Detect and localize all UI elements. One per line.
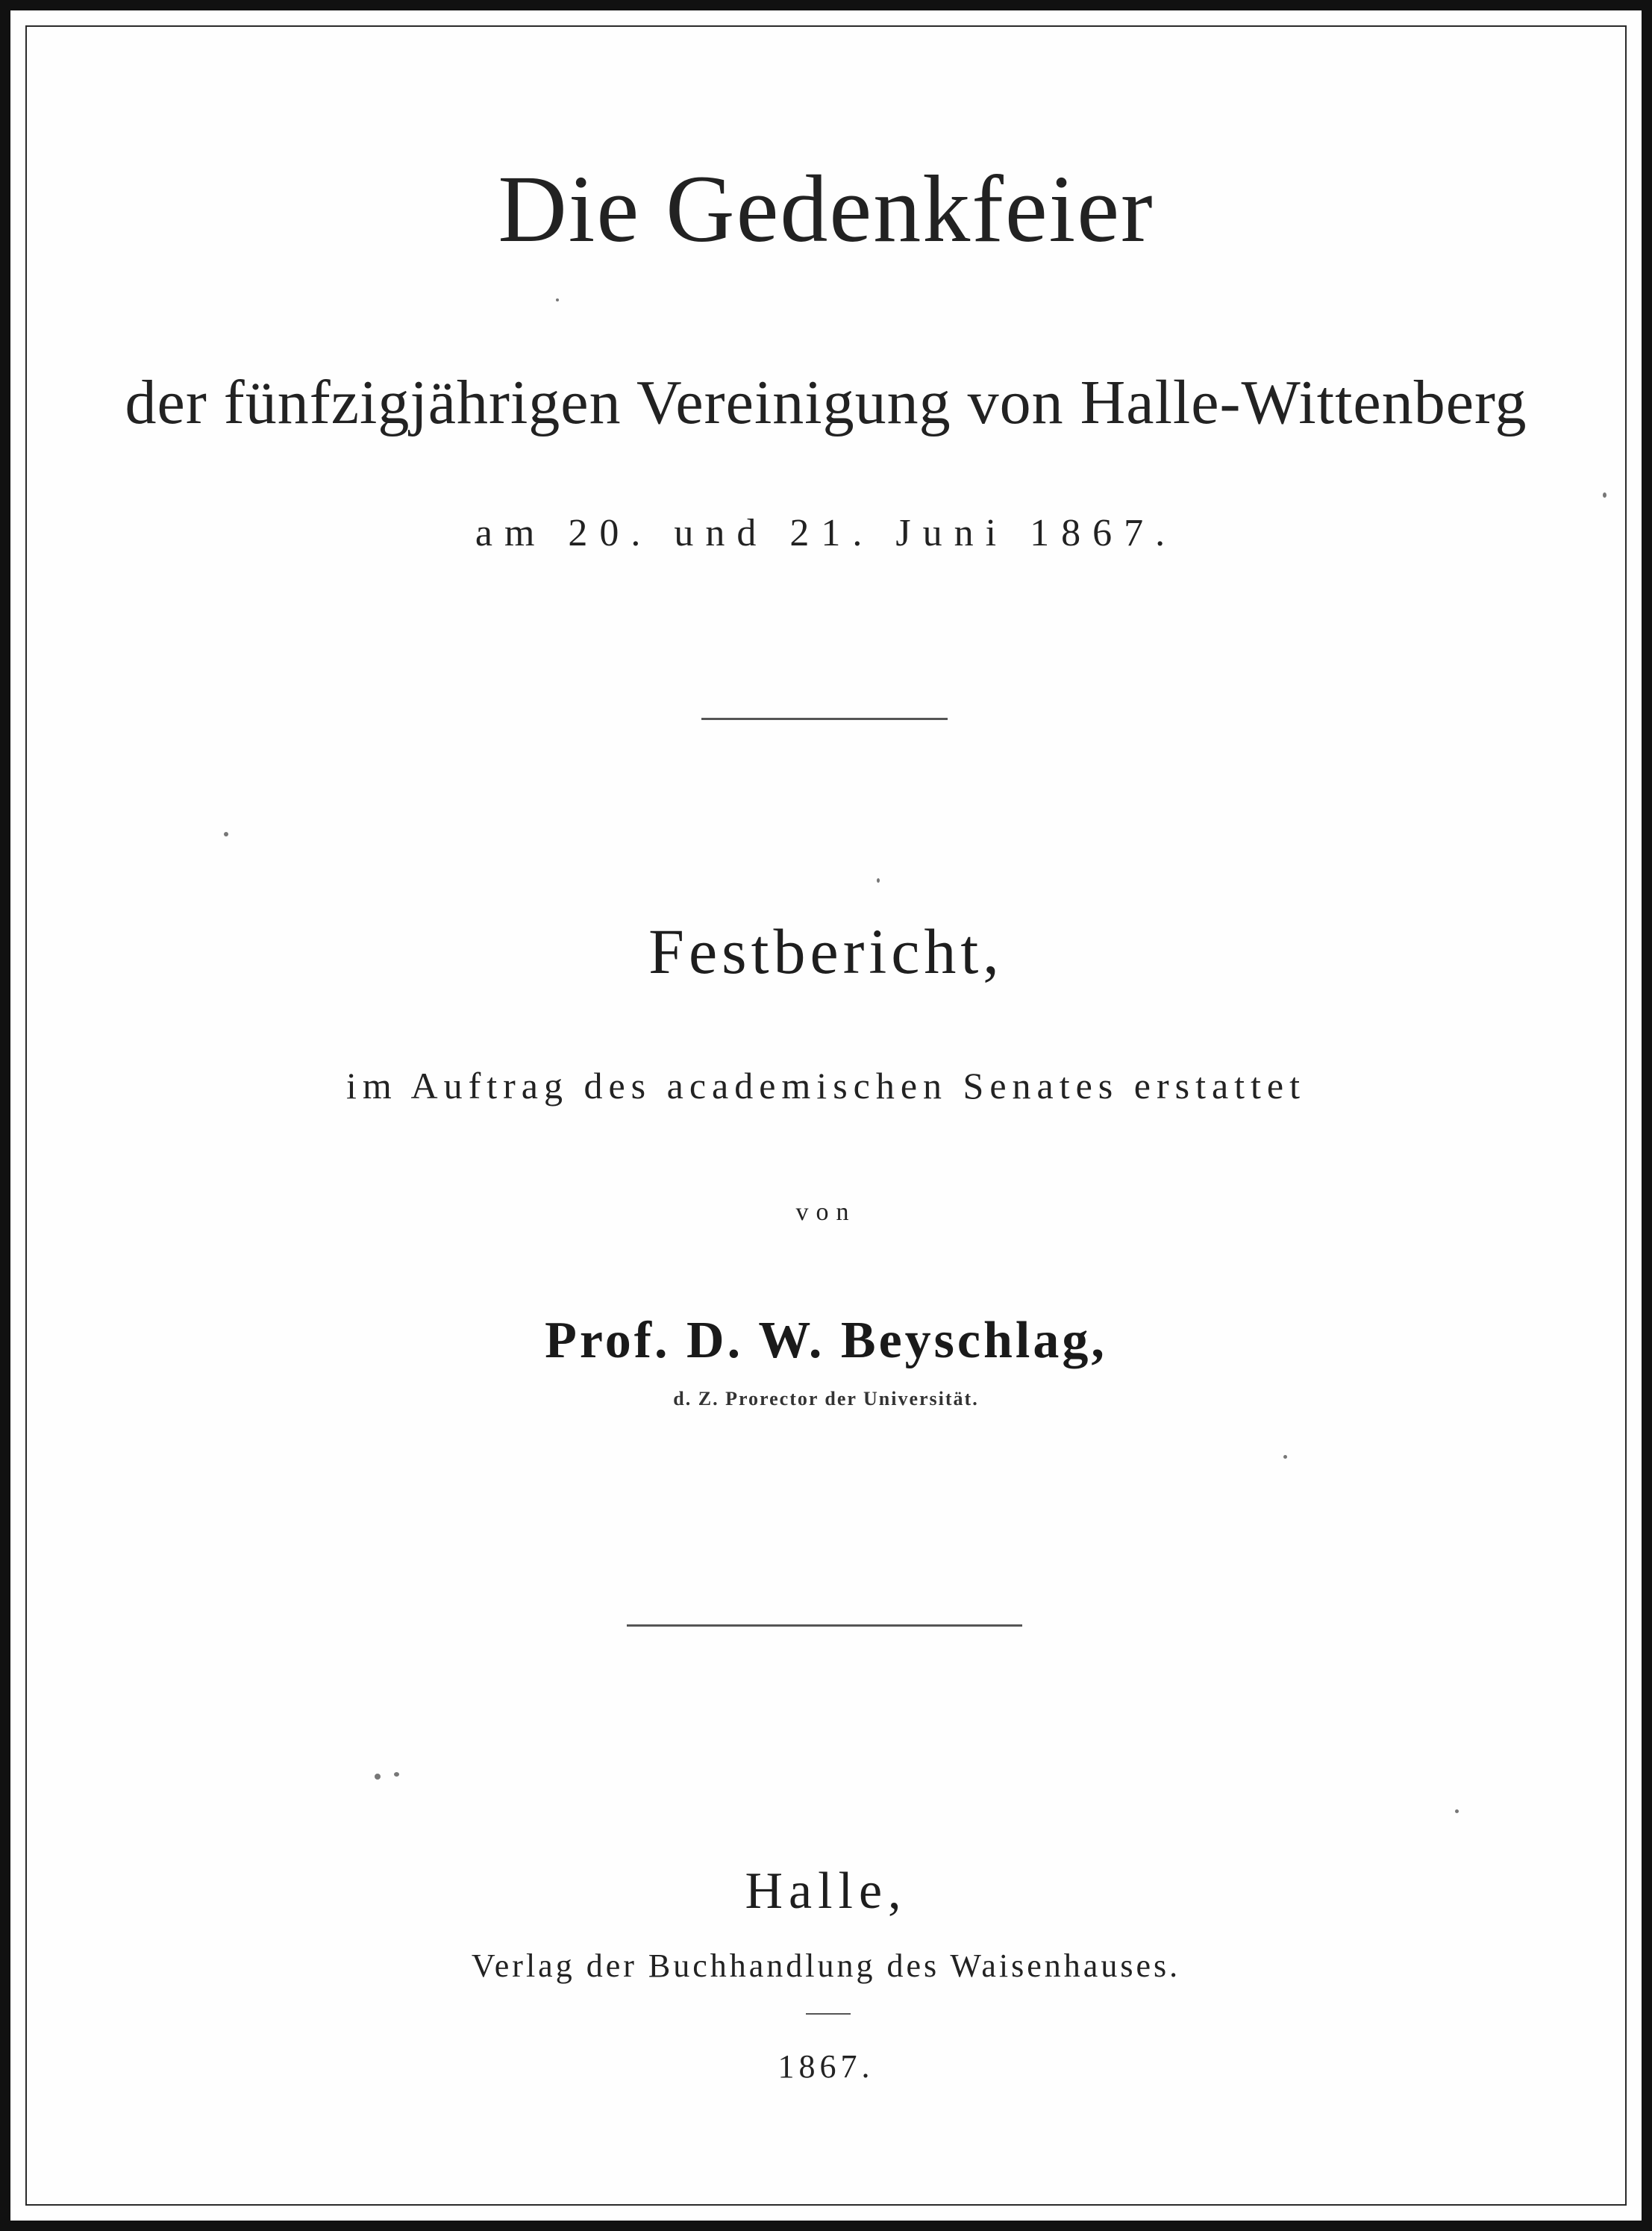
event-date: am 20. und 21. Juni 1867. bbox=[475, 512, 1177, 554]
scan-speck bbox=[375, 1774, 381, 1780]
book-subtitle: der fünfzigjährigen Vereinigung von Halle-Wittenberg bbox=[125, 368, 1527, 437]
scan-speck bbox=[1283, 1455, 1287, 1459]
author-name: Prof. D. W. Beyschlag, bbox=[545, 1312, 1107, 1369]
short-rule bbox=[806, 2013, 851, 2015]
scan-speck bbox=[1455, 1809, 1459, 1813]
scan-speck bbox=[556, 298, 559, 301]
scan-speck bbox=[1603, 492, 1606, 498]
report-title: Festbericht, bbox=[648, 916, 1004, 987]
by-line: von bbox=[795, 1198, 857, 1226]
divider-rule bbox=[627, 1624, 1022, 1627]
scan-speck bbox=[394, 1772, 399, 1777]
book-title: Die Gedenkfeier bbox=[498, 156, 1154, 262]
imprint-publisher: Verlag der Buchhandlung des Waisenhauses. bbox=[471, 1947, 1181, 1984]
imprint-place: Halle, bbox=[745, 1862, 907, 1920]
scan-speck bbox=[877, 878, 880, 883]
commission-line: im Auftrag des academischen Senates erstattet bbox=[345, 1065, 1307, 1107]
author-role: d. Z. Prorector der Universität. bbox=[673, 1388, 979, 1409]
scan-speck bbox=[224, 832, 228, 836]
divider-rule bbox=[701, 718, 948, 720]
imprint-year: 1867. bbox=[777, 2048, 875, 2085]
